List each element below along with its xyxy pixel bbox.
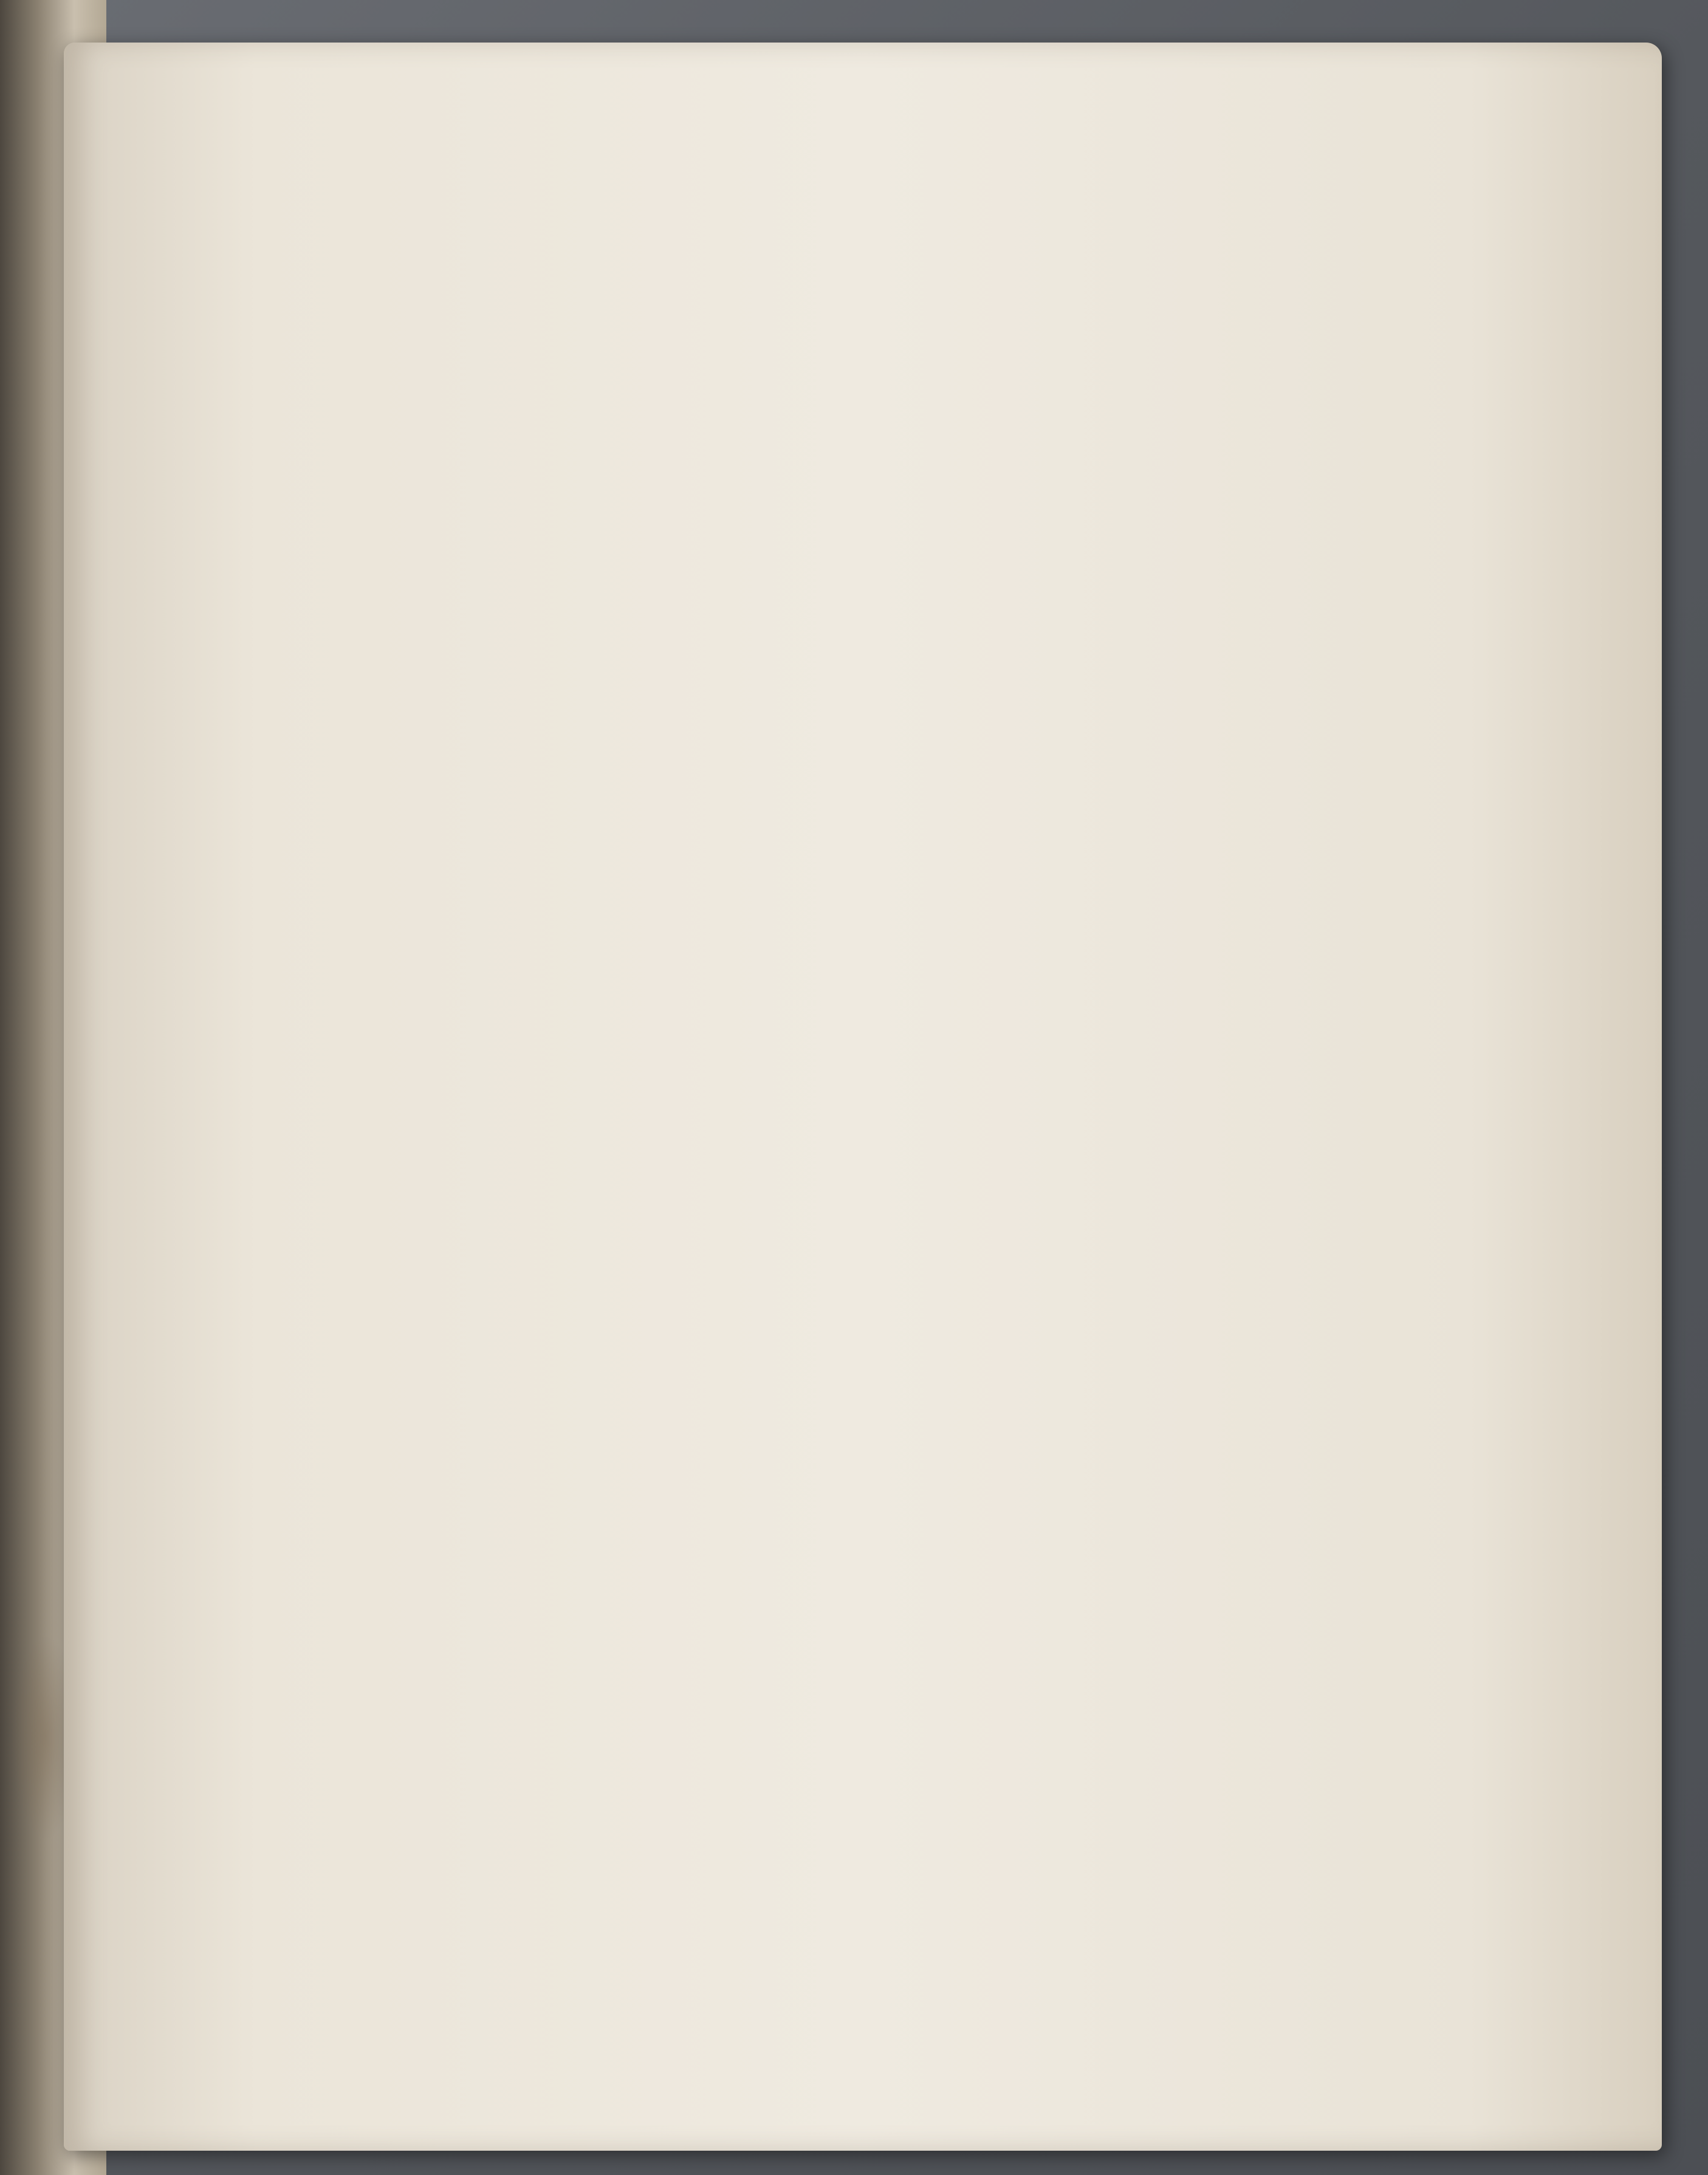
- book-page: [64, 43, 1662, 2151]
- show-through-text: [1388, 225, 1704, 1865]
